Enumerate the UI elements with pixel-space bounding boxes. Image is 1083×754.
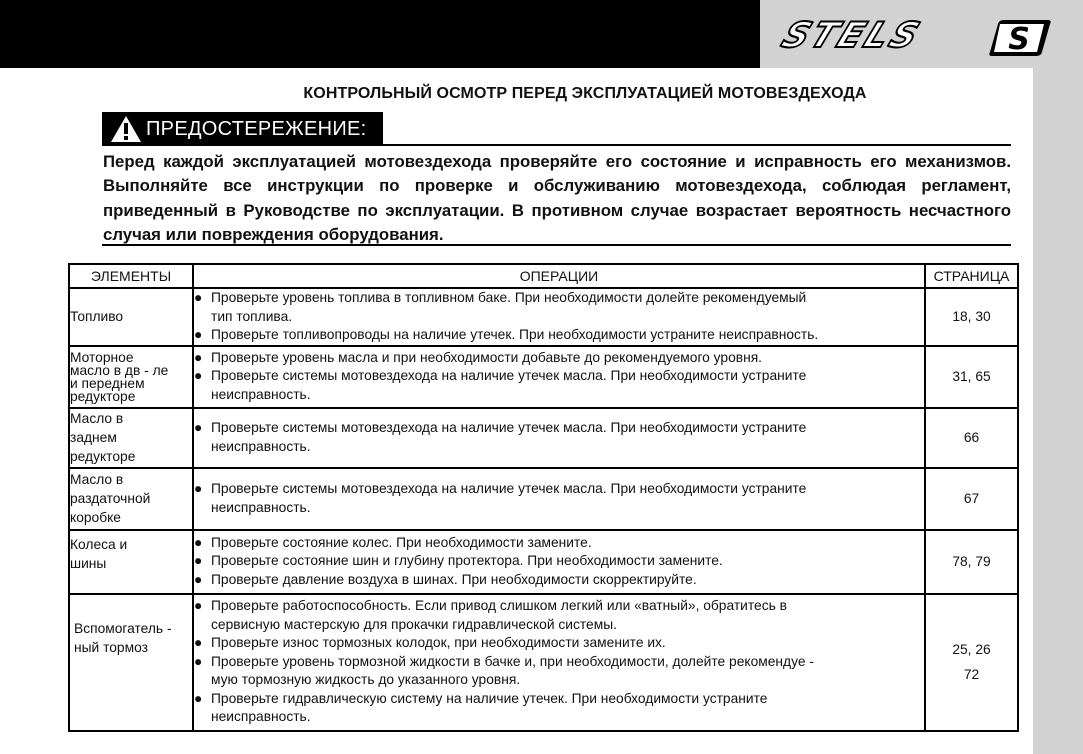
element-name: заднем <box>70 430 117 445</box>
operations-cell <box>193 468 925 530</box>
element-name: ный тормоз <box>74 639 148 655</box>
operation-text: Проверьте системы мотовездехода на наличие утечек масла. При необходимости устраните <box>211 420 807 435</box>
warning-bottom-rule <box>102 244 1011 246</box>
operation-text: Проверьте давление воздуха в шинах. При необходимости скорректируйте. <box>211 571 697 587</box>
element-name: коробке <box>70 510 121 525</box>
header-bar <box>0 0 760 68</box>
operations-cell <box>193 594 925 731</box>
operation-text: неисправность. <box>211 386 311 402</box>
bullet-icon: ● <box>194 420 203 435</box>
list-item <box>194 653 924 690</box>
element-cell <box>69 530 193 594</box>
bullet-icon: ● <box>194 690 203 706</box>
element-cell <box>69 468 193 530</box>
page-cell <box>925 468 1018 530</box>
list-item <box>194 690 924 727</box>
bullet-icon: ● <box>194 534 203 550</box>
list-item <box>194 349 924 368</box>
header-elements: ЭЛЕМЕНТЫ <box>69 264 193 288</box>
list-item <box>194 367 924 404</box>
element-name: раздаточной <box>70 491 151 506</box>
operation-text: неисправность. <box>211 438 311 454</box>
operations-cell <box>193 288 925 346</box>
inspection-table <box>68 263 1019 732</box>
list-item <box>194 326 924 345</box>
brand-badge-letter: S <box>1008 22 1030 57</box>
element-name: Колеса и <box>70 536 128 552</box>
list-item <box>194 534 924 553</box>
page-cell <box>925 530 1018 594</box>
warning-label-box <box>102 112 383 146</box>
bullet-icon: ● <box>194 290 203 305</box>
operations-cell <box>193 530 925 594</box>
list-item <box>194 571 924 590</box>
operations-cell <box>193 408 925 468</box>
bullet-icon: ● <box>194 571 203 587</box>
bullet-icon: ● <box>194 553 203 569</box>
table-header-row <box>69 264 1018 288</box>
page-ref: 18, 30 <box>952 309 991 325</box>
table-row <box>69 346 1018 408</box>
warning-triangle-icon <box>110 114 142 144</box>
operation-text: тип топлива. <box>211 308 293 324</box>
brand-badge-icon <box>986 16 1054 58</box>
page-title: КОНТРОЛЬНЫЙ ОСМОТР ПЕРЕД ЭКСПЛУАТАЦИЕЙ МОТОВЕЗДЕХОДА <box>303 85 867 102</box>
warning-top-rule <box>383 144 1011 146</box>
page-ref: 67 <box>963 491 980 506</box>
page-cell <box>925 346 1018 408</box>
list-item <box>194 552 924 571</box>
table-row <box>69 594 1018 731</box>
operation-text: Проверьте уровень тормозной жидкости в бачке и, при необходимости, долейте рекомендуе - <box>211 653 814 669</box>
bullet-icon: ● <box>194 653 203 669</box>
operation-text: Проверьте системы мотовездехода на наличие утечек масла. При необходимости устраните <box>211 368 807 384</box>
table-row <box>69 288 1018 346</box>
element-cell <box>69 288 193 346</box>
element-cell <box>69 408 193 468</box>
table-row <box>69 530 1018 594</box>
page-ref: 25, 26 <box>952 642 991 657</box>
bullet-icon: ● <box>194 368 203 384</box>
page-cell <box>925 594 1018 731</box>
operation-text: Проверьте работоспособность. Если привод слишком легкий или «ватный», обратитесь в <box>211 598 787 614</box>
bullet-icon: ● <box>194 481 203 496</box>
list-item <box>194 597 924 634</box>
warning-label: ПРЕДОСТЕРЕЖЕНИЕ: <box>146 117 367 140</box>
operation-text: неисправность. <box>211 709 311 725</box>
element-name: масло в дв - ле <box>70 362 169 378</box>
element-name: редукторе <box>70 449 136 464</box>
element-cell <box>69 346 193 408</box>
page-ref: 78, 79 <box>952 554 991 569</box>
page-cell <box>925 288 1018 346</box>
page-side-strip <box>1033 68 1083 754</box>
table-row <box>69 468 1018 530</box>
list-item <box>194 289 924 326</box>
operation-text: Проверьте износ тормозных колодок, при необходимости замените их. <box>211 635 666 651</box>
operation-text: Проверьте уровень масла и при необходимости добавьте до рекомендуемого уровня. <box>211 349 763 365</box>
page-ref: 31, 65 <box>952 369 991 384</box>
operation-text: Проверьте уровень топлива в топливном баке. При необходимости долейте рекомендуемый <box>211 290 807 305</box>
list-item <box>194 634 924 653</box>
element-cell <box>69 594 193 731</box>
warning-text: Перед каждой эксплуатацией мотовездехода проверяйте его состояние и исправность его механизмов. Выполняйте все инструкции по проверке и обслуживанию мотовездехода, соблюдая регламент, приведенный в Руководстве по эксплуатации. В противном случае возрастает вероятность несчастного случая или повреждения оборудования. <box>103 152 1011 244</box>
element-name: Моторное <box>70 349 134 365</box>
operation-text: мую тормозную жидкость до указанного уровня. <box>211 672 521 688</box>
operation-text: Проверьте системы мотовездехода на наличие утечек масла. При необходимости устраните <box>211 481 807 496</box>
page-ref: 72 <box>963 667 980 682</box>
table-row <box>69 408 1018 468</box>
operation-text: сервисную мастерскую для прокачки гидравлической системы. <box>211 616 617 632</box>
operation-text: Проверьте топливопроводы на наличие утечек. При необходимости устраните неисправность. <box>211 327 819 342</box>
element-name: и переднем <box>70 375 145 391</box>
header-page: СТРАНИЦА <box>925 264 1018 288</box>
operation-text: Проверьте состояние шин и глубину протектора. При необходимости замените. <box>211 553 723 569</box>
element-name: Масло в <box>70 472 124 487</box>
bullet-icon: ● <box>194 598 203 614</box>
element-name: Масло в <box>70 411 124 426</box>
list-item <box>194 480 924 517</box>
brand-logo-text: STELS <box>775 16 928 56</box>
bullet-icon: ● <box>194 349 203 365</box>
bullet-icon: ● <box>194 635 203 651</box>
element-name: Топливо <box>70 309 124 325</box>
element-name: Вспомогатель - <box>74 620 172 636</box>
operations-cell <box>193 346 925 408</box>
list-item <box>194 419 924 456</box>
page-ref: 66 <box>963 430 980 445</box>
brand-panel <box>760 0 1083 68</box>
operation-text: Проверьте состояние колес. При необходимости замените. <box>211 534 592 550</box>
page-cell <box>925 408 1018 468</box>
operation-text: неисправность. <box>211 499 311 515</box>
element-name: редукторе <box>70 388 136 404</box>
element-name: шины <box>70 555 107 571</box>
operation-text: Проверьте гидравлическую систему на наличие утечек. При необходимости устраните <box>211 690 768 706</box>
header-operations: ОПЕРАЦИИ <box>193 264 925 288</box>
bullet-icon: ● <box>194 327 203 342</box>
